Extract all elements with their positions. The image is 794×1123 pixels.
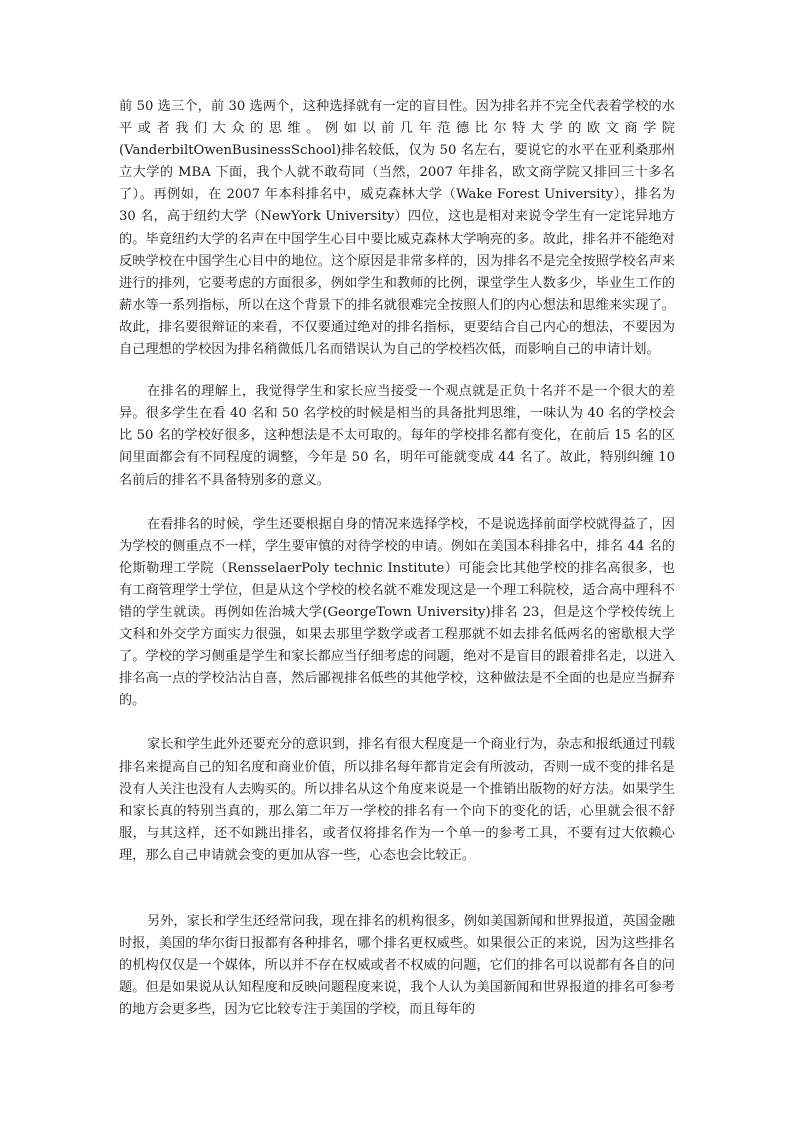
paragraph-2: 在排名的理解上，我觉得学生和家长应当接受一个观点就是正负十名并不是一个很大的差异。很多学生在看 40 名和 50 名学校的时候是相当的具备批判思维，一味认为 40 名的学校会比 50 名的学校好很多，这种想法是不太可取的。每年的学校排名都有变化，在前后 15 名的区间里面都会有不同程度的调整，今年是 50 名，明年可能就变成 44 名了。故此，特别纠缠 10 名前后的排名不具备特别多的意义。 (119, 384, 675, 488)
document-body (119, 96, 675, 1021)
paragraph-1: 前 50 选三个，前 30 选两个，这种选择就有一定的盲目性。因为排名并不完全代表着学校的水平或者我们大众的思维。例如以前几年范德比尔特大学的欧文商学院(VanderbiltOwenBusinessSchool)排名较低，仅为 50 名左右，要说它的水平在亚利桑那州立大学的 MBA 下面，我个人就不敢苟同（当然，2007 年排名，欧文商学院又排回三十多名了）。再例如，在 2007 年本科排名中，威克森林大学（Wake Forest University），排名为 30 名，高于纽约大学（NewYork University）四位，这也是相对来说令学生有一定诧异地方的。毕竟纽约大学的名声在中国学生心目中要比威克森林大学响亮的多。故此，排名并不能绝对反映学校在中国学生心目中的地位。这个原因是非常多样的，因为排名不是完全按照学校名声来进行的排列，它要考虑的方面很多，例如学生和教师的比例，课堂学生人数多少，毕业生工作的薪水等一系列指标，所以在这个背景下的排名就很难完全按照人们的内心想法和思维来实现了。故此，排名要很辩证的来看，不仅要通过绝对的排名指标，更要结合自己内心的想法，不要因为自己理想的学校因为排名稍微低几名而错误认为自己的学校档次低，而影响自己的申请计划。 (119, 99, 675, 358)
paragraph-4: 家长和学生此外还要充分的意识到，排名有很大程度是一个商业行为，杂志和报纸通过刊载排名来提高自己的知名度和商业价值，所以排名每年都肯定会有所波动，否则一成不变的排名是没有人关注也没有人去购买的。所以排名从这个角度来说是一个推销出版物的好方法。如果学生和家长真的特别当真的，那么第二年万一学校的排名有一个向下的变化的话，心里就会很不舒服，与其这样，还不如跳出排名，或者仅将排名作为一个单一的参考工具，不要有过大依赖心理，那么自己申请就会变的更加从容一些，心态也会比较正。 (119, 737, 675, 863)
paragraph-5: 另外，家长和学生还经常问我，现在排名的机构很多，例如美国新闻和世界报道，英国金融时报，美国的华尔街日报都有各种排名，哪个排名更权威些。如果很公正的来说，因为这些排名的机构仅仅是一个媒体，所以并不存在权威或者不权威的问题，它们的排名可以说都有各自的问题。但是如果说从认知程度和反映问题程度来说，我个人认为美国新闻和世界报道的排名可参考的地方会更多些，因为它比较专注于美国的学校，而且每年的 (119, 914, 675, 1018)
paragraph-3: 在看排名的时候，学生还要根据自身的情况来选择学校，不是说选择前面学校就得益了，因为学校的侧重点不一样，学生要审慎的对待学校的申请。例如在美国本科排名中，排名 44 名的伦斯勒理工学院（RensselaerPoly technic Institute）可能会比其他学校的排名高很多，也有工商管理学士学位，但是从这个学校的校名就不难发现这是一个理工科院校，适合高中理科不错的学生就读。再例如佐治城大学(GeorgeTown University)排名 23，但是这个学校传统上文科和外交学方面实力很强，如果去那里学数学或者工程那就不如去排名低两名的密歇根大学了。学校的学习侧重是学生和家长都应当仔细考虑的问题，绝对不是盲目的跟着排名走，以进入排名高一点的学校沾沾自喜，然后鄙视排名低些的其他学校，这种做法是不全面的也是应当摒弃的。 (119, 516, 675, 709)
